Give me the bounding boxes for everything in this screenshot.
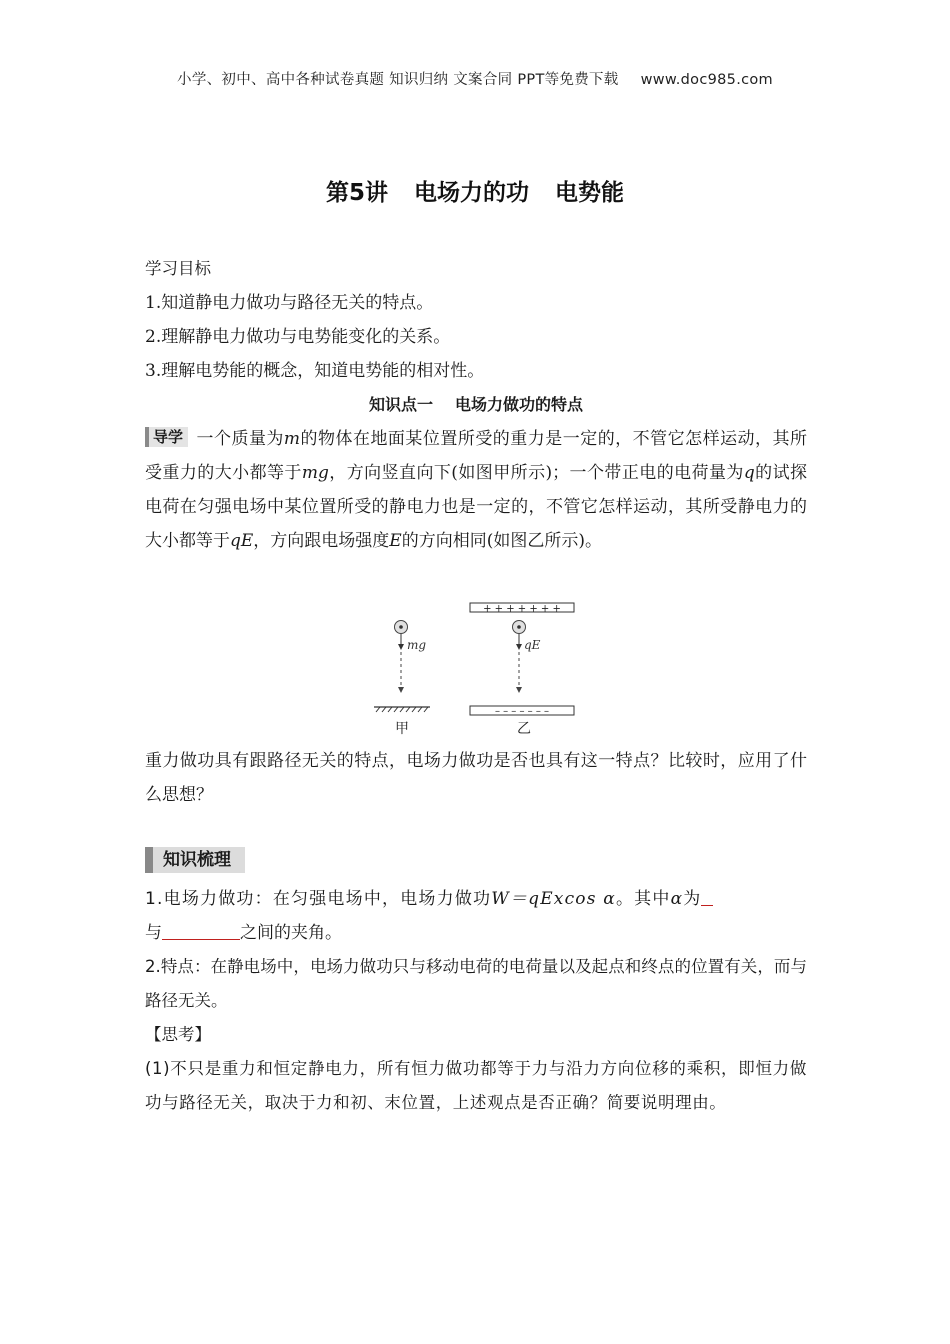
objective-item-1: 1.知道静电力做功与路径无关的特点。 [145,293,434,313]
path-arrowhead-b [516,687,522,693]
figure-label-a: 甲 [395,721,409,737]
section-header [145,847,245,873]
plate-negative-signs: – – – – – – – [494,706,550,717]
item1-text-b: 。其中 [615,889,671,909]
item1-text-a: 1.电场力做功：在匀强电场中，电场力做功 [145,889,492,909]
guide-var-q: q [743,463,755,483]
knowledge-point-label: 知识点一 [368,395,433,414]
figure-gravity [374,621,430,738]
page-title [0,174,950,207]
page-header [0,68,950,89]
figure-electric [470,603,574,737]
objective-item-3: 3.理解电势能的概念，知道电势能的相对性。 [145,361,485,381]
guide-tag: 导学 [145,427,188,447]
guide-text-6: 的方向相同(如图乙所示)。 [401,531,602,551]
guide-text-5: ，方向跟电场强度 [253,531,390,551]
plate-positive-signs: + + + + + + + [483,603,561,615]
title-lecture: 第5讲 [325,180,388,206]
knowledge-point-heading [145,388,807,422]
ball-b-center [517,625,521,629]
guide-var-mg: mg [301,463,329,483]
guide-var-qE: qE [230,531,254,551]
guide-question: 重力做功具有跟路径无关的特点，电场力做功是否也具有这一特点？比较时，应用了什么思想？ [145,751,807,805]
item1-text-d: 与 [145,923,162,943]
header-url[interactable]: www.doc985.com [640,72,773,88]
think-question-1: (1)不只是重力和恒定静电力，所有恒力做功都等于力与沿力方向位移的乘积，即恒力做功与路径无关，取决于力和初、末位置，上述观点是否正确？简要说明理由。 [145,1059,807,1112]
section-item-1 [145,882,807,916]
header-text: 小学、初中、高中各种试卷真题 知识归纳 文案合同 PPT等免费下载 [177,72,619,88]
force-arrowhead-a [398,644,404,650]
guide-text-2: 的物体在地面某位置所受的重力是一定的，不管它怎样运动，其所受重力的大小都等于 [145,429,807,483]
section-item-1-cont [145,916,807,950]
path-arrowhead-a [398,687,404,693]
section-content [145,882,807,1120]
section-item-2: 2.特点：在静电场中，电场力做功只与移动电荷的电荷量以及起点和终点的位置有关，而与路径无关。 [145,957,807,1010]
ground-hatch [376,707,428,712]
objectives-heading: 学习目标 [145,259,211,278]
item1-text-e: 之间的夹角。 [240,923,342,943]
force-arrowhead-b [516,644,522,650]
title-topic-2: 电势能 [555,180,624,206]
force-label-a: mg [407,638,427,652]
guide-var-m: m [283,429,301,449]
knowledge-point-name: 电场力做功的特点 [455,395,584,414]
objective-item-2: 2.理解静电力做功与电势能变化的关系。 [145,327,451,347]
item1-alpha: α [670,889,684,909]
guide-text-1: 一个质量为 [196,429,284,449]
ball-a-center [399,625,403,629]
guide-text-4: 的试探电荷在匀强电场中某位置所受的静电力也是一定的，不管它怎样运动，其所受静电力的大小都等于 [145,463,808,551]
guide-paragraph [145,422,807,558]
figure-label-b: 乙 [517,721,531,737]
force-figure [360,598,590,742]
think-heading: 【思考】 [145,1025,211,1044]
force-label-b: qE [524,638,541,652]
objectives-block [145,252,807,422]
item1-formula: W＝qExcos α [491,889,616,909]
guide-text-3: ，方向竖直向下(如图甲所示)；一个带正电的电荷量为 [328,463,744,483]
answer-blank-1[interactable] [701,885,713,906]
item1-text-c: 为 [683,889,702,909]
guide-var-E: E [389,531,402,551]
section-title: 知识梳理 [145,847,245,873]
title-topic-1: 电场力的功 [414,180,529,206]
answer-blank-2[interactable] [162,919,240,940]
